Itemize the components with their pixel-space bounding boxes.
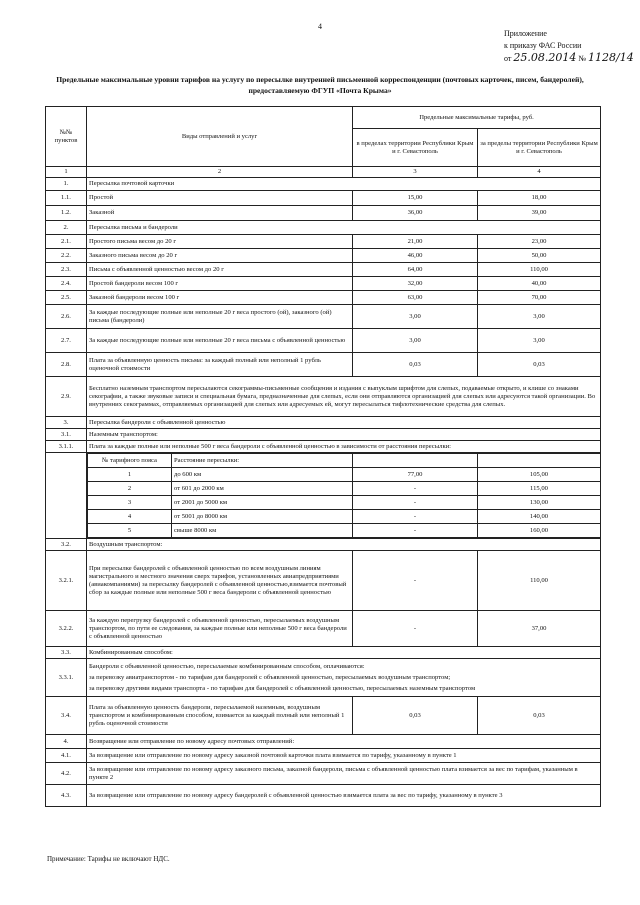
value-outside: 40,00: [478, 277, 601, 291]
value-outside: 3,00: [478, 329, 601, 353]
header-tariffs: Предельные максимальные тарифы, руб.: [353, 107, 601, 129]
table-row: [46, 191, 601, 206]
value-outside: 105,00: [478, 468, 601, 482]
value-outside: 0,03: [478, 353, 601, 377]
value-outside: 18,00: [478, 191, 601, 206]
row-text: За каждую перегрузку бандеролей с объявленной ценностью, пересылаемых воздушным транспортом, по пути ее следования, за каждые полные или неполные 500 г веса бандероли с объявленной ценностью: [87, 611, 353, 647]
table-row: [46, 763, 601, 785]
row-num: 4.: [46, 735, 87, 749]
row-num: 4.1.: [46, 749, 87, 763]
combined-line-3: за перевозку другими видами транспорта - по тарифам для бандеролей с объявленной ценностью, пересылаемых наземным транспортом: [89, 684, 476, 692]
table-row: [46, 263, 601, 277]
value-within: -: [353, 510, 478, 524]
value-outside: 0,03: [478, 697, 601, 735]
value-within: 0,03: [353, 697, 478, 735]
zone-row: [88, 524, 601, 538]
table-row: [46, 429, 601, 441]
order-reference: [504, 52, 634, 65]
tariff-table: [45, 106, 601, 807]
zone-number: 2: [88, 482, 172, 496]
value-within: 64,00: [353, 263, 478, 277]
distance-header: Расстояние пересылки:: [172, 454, 353, 468]
row-num: 2.1.: [46, 235, 87, 249]
value-outside: 70,00: [478, 291, 601, 305]
row-text: Плата за объявленную ценность бандероли, пересылаемой наземным, воздушным транспортом и комбинированным способом, взимается за каждый полный или неполный 1 рубль оценочной стоимости: [87, 697, 353, 735]
table-row: [46, 353, 601, 377]
table-row: [46, 305, 601, 329]
row-text: За каждые последующие полные или неполные 20 г веса простого (ой), заказного (ой) письма (бандероли): [87, 305, 353, 329]
row-num: 4.2.: [46, 763, 87, 785]
row-text: За каждые последующие полные или неполные 20 г веса письма с объявленной ценностью: [87, 329, 353, 353]
value-within: 21,00: [353, 235, 478, 249]
row-num: 2.7.: [46, 329, 87, 353]
header-outside: за пределы территории Республики Крым и г. Севастополь: [478, 129, 601, 167]
zone-number: 3: [88, 496, 172, 510]
table-row: [46, 697, 601, 735]
value-within: 36,00: [353, 206, 478, 221]
table-row: [46, 221, 601, 235]
table-row: [46, 291, 601, 305]
row-text: Возвращение или отправление по новому адресу почтовых отправлений:: [87, 735, 601, 749]
row-text: Заказной бандероли весом 100 г: [87, 291, 353, 305]
row-num: 1.: [46, 178, 87, 191]
col-number-3: 3: [353, 167, 478, 178]
value-outside: 3,00: [478, 305, 601, 329]
table-row: [46, 735, 601, 749]
row-num: 1.2.: [46, 206, 87, 221]
zone-distance: от 601 до 2000 км: [172, 482, 353, 496]
table-row: [46, 611, 601, 647]
table-row: [46, 659, 601, 697]
row-text: Комбинированным способом:: [87, 647, 601, 659]
appendix-header: [504, 28, 634, 65]
zone-distance: от 5001 до 8000 км: [172, 510, 353, 524]
row-num: 3.2.2.: [46, 611, 87, 647]
table-row: [46, 551, 601, 611]
row-text: Наземным транспортом:: [87, 429, 601, 441]
row-text: Заказной: [87, 206, 353, 221]
table-row: [46, 539, 601, 551]
col-number-2: 2: [87, 167, 353, 178]
row-text: За возвращение или отправление по новому адресу заказного письма, заказной бандероли, письма с объявленной ценностью плата взимается за вес по тарифам, указанным в пункте 2: [87, 763, 601, 785]
table-row: [46, 249, 601, 263]
zones-num-empty: [46, 453, 87, 539]
row-num: 1.1.: [46, 191, 87, 206]
row-num: 2.: [46, 221, 87, 235]
table-row: [46, 235, 601, 249]
zones-container: [87, 453, 601, 539]
value-within: 3,00: [353, 305, 478, 329]
order-number: 1128/14: [588, 51, 634, 64]
zone-row: [88, 482, 601, 496]
row-text: Пересылка бандероли с объявленной ценностью: [87, 417, 601, 429]
combined-line-2: за перевозку авиатранспортом - по тарифам для бандеролей с объявленной ценностью, пересылаемых воздушным транспортом;: [89, 673, 451, 681]
zones-table: [87, 453, 601, 538]
row-text: Простого письма весом до 20 г: [87, 235, 353, 249]
zone-distance: от 2001 до 5000 км: [172, 496, 353, 510]
table-row: [46, 277, 601, 291]
value-outside: 115,00: [478, 482, 601, 496]
header-type: Виды отправлений и услуг: [87, 107, 353, 167]
row-text: Пересылка почтовой карточки: [87, 178, 601, 191]
zone-row: [88, 468, 601, 482]
value-outside: 110,00: [478, 551, 601, 611]
order-date-prefix: от: [504, 54, 512, 63]
table-row: [46, 206, 601, 221]
table-row: [46, 647, 601, 659]
value-outside: 37,00: [478, 611, 601, 647]
zone-number: 5: [88, 524, 172, 538]
row-text: [87, 659, 601, 697]
value-outside: 130,00: [478, 496, 601, 510]
header-num: №№ пунктов: [46, 107, 87, 167]
value-within: 3,00: [353, 329, 478, 353]
row-num: 4.3.: [46, 785, 87, 807]
row-num: 3.3.: [46, 647, 87, 659]
row-num: 3.: [46, 417, 87, 429]
value-within: -: [353, 524, 478, 538]
col-number-1: 1: [46, 167, 87, 178]
zone-row: [88, 496, 601, 510]
row-text: Бесплатно наземным транспортом пересылаются секограммы-письменные сообщения и издания с выпуклым шрифтом для слепых, подаваемые открыто, и клише со знаками секографии, а также звуковые записи и специальная бумага, предназначенные для слепых, если они отправляются организацией для слепых или адресуются такой организации. Во внутренних секограммах, отправляемых организацией для слепых или адресуемых ей, могут пересылаться тифлотехнические средства для слепых.: [87, 377, 601, 417]
table-row: [46, 749, 601, 763]
row-num: 3.1.1.: [46, 441, 87, 453]
zones-header-row: [88, 454, 601, 468]
zone-distance: до 600 км: [172, 468, 353, 482]
value-within: 63,00: [353, 291, 478, 305]
value-outside: 50,00: [478, 249, 601, 263]
combined-line-1: Бандероли с объявленной ценностью, пересылаемые комбинированным способом, оплачиваются:: [89, 662, 365, 670]
row-num: 3.4.: [46, 697, 87, 735]
row-text: Пересылка письма и бандероли: [87, 221, 601, 235]
zones-header-empty: [353, 454, 478, 468]
zone-header: № тарифного пояса: [88, 454, 172, 468]
value-outside: 140,00: [478, 510, 601, 524]
value-within: 0,03: [353, 353, 478, 377]
value-within: -: [353, 482, 478, 496]
appendix-order: к приказу ФАС России: [504, 41, 582, 50]
row-text: Простой бандероли весом 100 г: [87, 277, 353, 291]
header-within: в пределах территории Республики Крым и г. Севастополь: [353, 129, 478, 167]
zone-number: 4: [88, 510, 172, 524]
value-outside: 23,00: [478, 235, 601, 249]
table-row: [46, 785, 601, 807]
row-text: За возвращение или отправление по новому адресу заказной почтовой карточки плата взимается по тарифу, указанному в пункте 1: [87, 749, 601, 763]
row-num: 3.1.: [46, 429, 87, 441]
table-row: [46, 178, 601, 191]
row-num: 2.3.: [46, 263, 87, 277]
table-row: [46, 417, 601, 429]
row-num: 2.8.: [46, 353, 87, 377]
order-date: 25.08.2014: [513, 51, 577, 64]
row-text: Воздушным транспортом:: [87, 539, 601, 551]
footnote: Примечание: Тарифы не включают НДС.: [47, 855, 170, 863]
col-number-4: 4: [478, 167, 601, 178]
appendix-title: Приложение: [504, 29, 547, 38]
row-num: 2.9.: [46, 377, 87, 417]
page-number: 4: [318, 22, 322, 31]
value-within: 15,00: [353, 191, 478, 206]
zones-block: [46, 453, 601, 539]
value-within: 46,00: [353, 249, 478, 263]
row-num: 2.6.: [46, 305, 87, 329]
zone-row: [88, 510, 601, 524]
row-text: Простой: [87, 191, 353, 206]
value-within: -: [353, 551, 478, 611]
value-within: -: [353, 611, 478, 647]
value-within: -: [353, 496, 478, 510]
table-row: [46, 441, 601, 453]
document-title: Предельные максимальные уровни тарифов на услугу по пересылке внутренней письменной корреспонденции (почтовых карточек, писем, бандеролей), предоставляемую ФГУП «Почта Крыма»: [56, 75, 584, 95]
row-text: Плата за каждые полные или неполные 500 г веса бандероли с объявленной ценностью в зависимости от расстояния пересылки:: [87, 441, 601, 453]
zones-header-empty: [478, 454, 601, 468]
value-outside: 110,00: [478, 263, 601, 277]
row-num: 2.4.: [46, 277, 87, 291]
row-text: Плата за объявленную ценность письма: за каждый полный или неполный 1 рубль оценочной стоимости: [87, 353, 353, 377]
row-num: 2.5.: [46, 291, 87, 305]
order-number-prefix: №: [578, 54, 587, 63]
row-num: 3.2.: [46, 539, 87, 551]
row-text: За возвращение или отправление по новому адресу бандеролей с объявленной ценностью взимается плата за вес по тарифу, указанному в пункте 3: [87, 785, 601, 807]
value-within: 77,00: [353, 468, 478, 482]
row-num: 2.2.: [46, 249, 87, 263]
row-text: При пересылке бандеролей с объявленной ценностью по всем воздушным линиям магистрального и местного значения сверх тарифов, установленных авиапредприятиями (авиакомпаниями) за пересылку бандеролей с объявленной ценностью,взимается почтовый сбор за каждые полные или неполные 500 г веса бандероли с объявленной ценностью: [87, 551, 353, 611]
row-num: 3.2.1.: [46, 551, 87, 611]
value-within: 32,00: [353, 277, 478, 291]
row-text: Заказного письма весом до 20 г: [87, 249, 353, 263]
row-text: Письма с объявленной ценностью весом до 20 г: [87, 263, 353, 277]
table-row: [46, 329, 601, 353]
row-num: 3.3.1.: [46, 659, 87, 697]
table-row: [46, 377, 601, 417]
value-outside: 160,00: [478, 524, 601, 538]
zone-number: 1: [88, 468, 172, 482]
value-outside: 39,00: [478, 206, 601, 221]
zone-distance: свыше 8000 км: [172, 524, 353, 538]
